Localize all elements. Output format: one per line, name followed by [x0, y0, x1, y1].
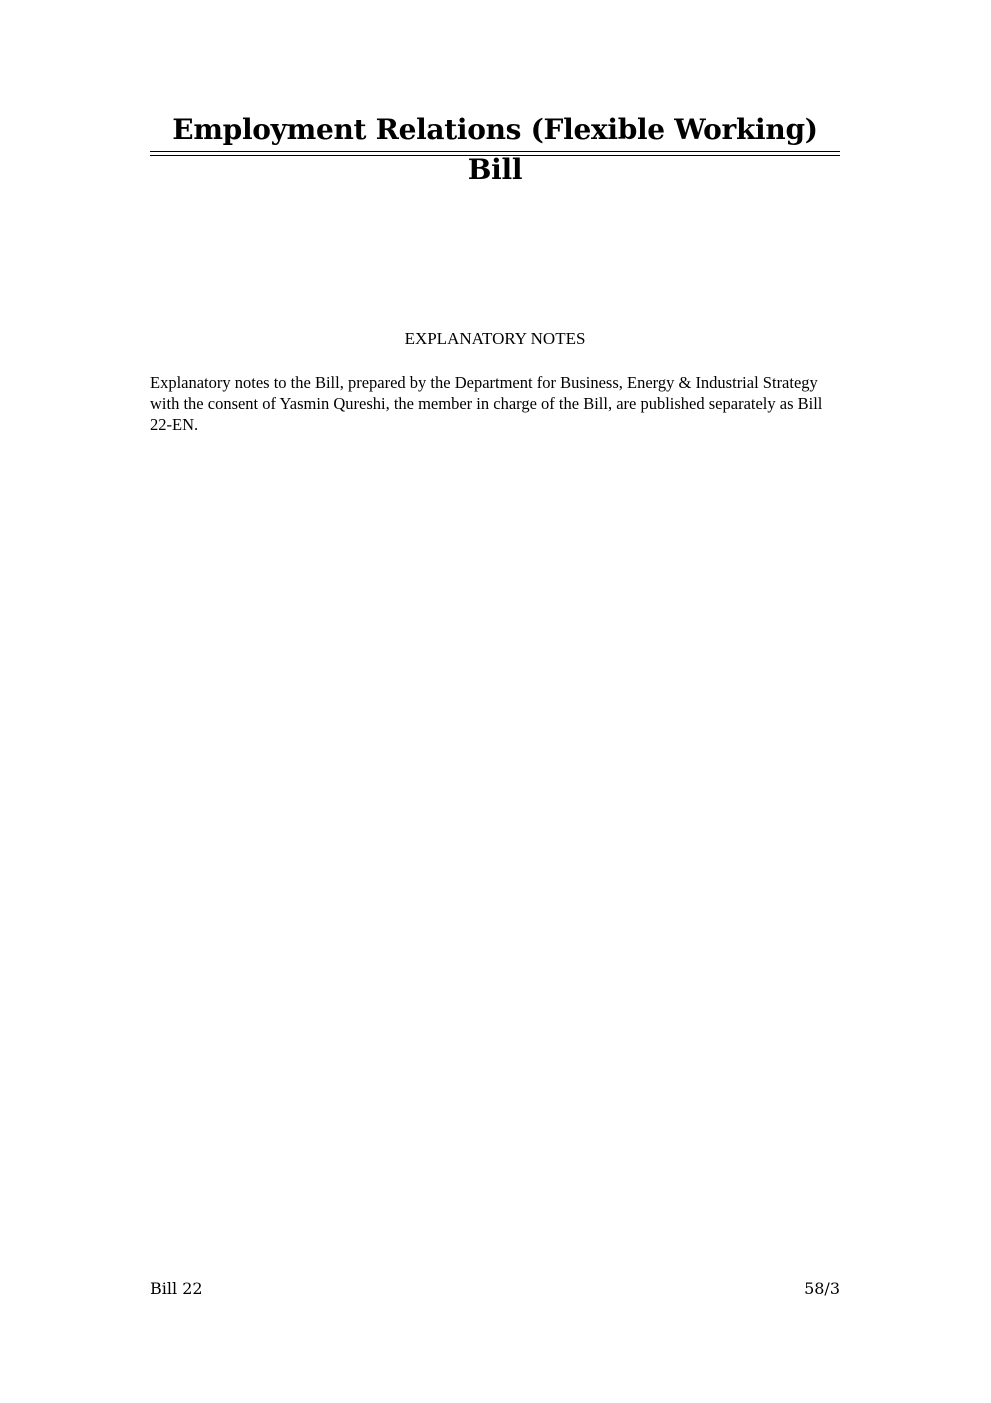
explanatory-notes-heading: EXPLANATORY NOTES: [404, 329, 586, 348]
title-rule-lower: [150, 155, 840, 156]
bill-title: Employment Relations (Flexible Working) Bill: [172, 113, 818, 186]
footer-print-reference: 58/3: [804, 1279, 840, 1298]
footer-bill-number: Bill 22: [150, 1279, 203, 1298]
title-rule-upper: [150, 151, 840, 152]
explanatory-notes-paragraph: Explanatory notes to the Bill, prepared by the Department for Business, Energy & Industrial Strategy with the consent of Yasmin Qureshi, the member in charge of the Bill, are published separately as Bill 22-EN.: [150, 373, 823, 434]
